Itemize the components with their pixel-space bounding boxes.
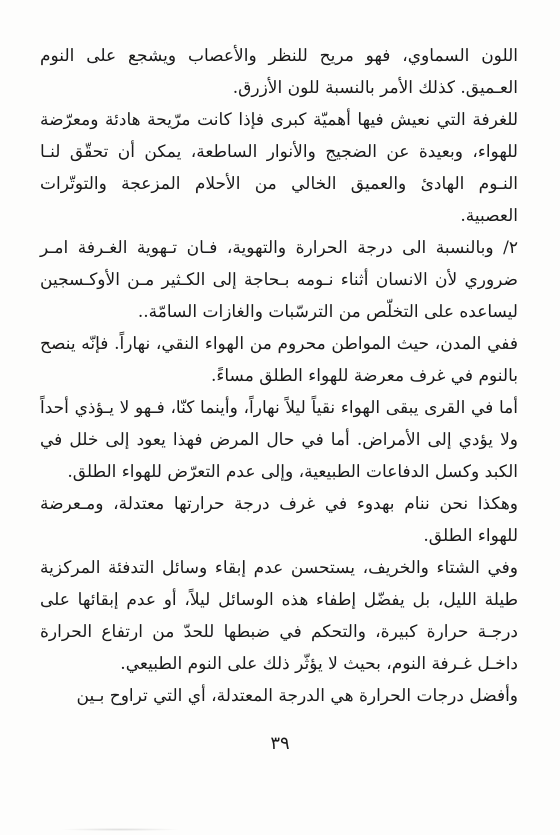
page-number: ٣٩ (270, 733, 290, 754)
scan-speck (60, 828, 180, 831)
paragraph-sky-blue-color: اللون السماوي، فهو مريح للنظر والأعصاب ويشجع على النوم العـميق. كذلك الأمر بالنسبة للون الأزرق. (40, 46, 518, 98)
paragraph-cities: ففي المدن، حيث المواطن محروم من الهواء النقي، نهاراً. فإنّه ينصح بالنوم في غرف معرضة للهواء الطلق مساءً. (40, 334, 518, 386)
paragraph-room-importance: للغرفة التي نعيش فيها أهميّة كبرى فإذا كانت مرّيحة هادئة ومعرّضة للهواء، وبعيدة عن الضجيج والأنوار الساطعة، يمكن أن تحقّق لنـا النـوم الهادئ والعميق الخالي من الأحلام المزعجة والتوتّرات العصبية. (40, 110, 518, 226)
paragraph-sleep-calmly: وهكذا نحن ننام بهدوء في غرف درجة حرارتها معتدلة، ومـعرضة للهواء الطلق. (40, 494, 518, 546)
paragraph-best-temperature: وأفضل درجات الحرارة هي الدرجة المعتدلة، أي التي تراوح بـين (76, 686, 518, 706)
body-text (40, 40, 518, 712)
paragraph-villages: أما في القرى يبقى الهواء نقياً ليلاً نهاراً، وأينما كنّا، فـهو لا يـؤذي أحداً ولا يؤدي إلى الأمراض. أما في حال المرض فهذا يعود إلى خلل في الكبد وكسل الدفاعات الطبيعية، وإلى عدم التعرّض للهواء الطلق. (40, 398, 518, 482)
paragraph-temperature-ventilation: ٢/ وبالنسبة الى درجة الحرارة والتهوية، فـان تـهوية الغـرفة امـر ضروري لأن الانسان أثناء نـومه بـحاجة إلى الكـثير مـن الأوكـسجين ليساعده على التخلّص من الترسّبات والغازات السامّة.. (40, 238, 518, 322)
paragraph-winter-autumn: وفي الشتاء والخريف، يستحسن عدم إبقاء وسائل التدفئة المركزية طيلة الليل، بل يفضّل إطفاء هذه الوسائل ليلاً، أو عدم إبقائها على درجـة حرارة كبيرة، والتحكم في ضبطها للحدّ من ارتفاع الحرارة داخـل غـرفة النوم، بحيث لا يؤثّر ذلك على النوم الطبيعي. (40, 558, 518, 674)
